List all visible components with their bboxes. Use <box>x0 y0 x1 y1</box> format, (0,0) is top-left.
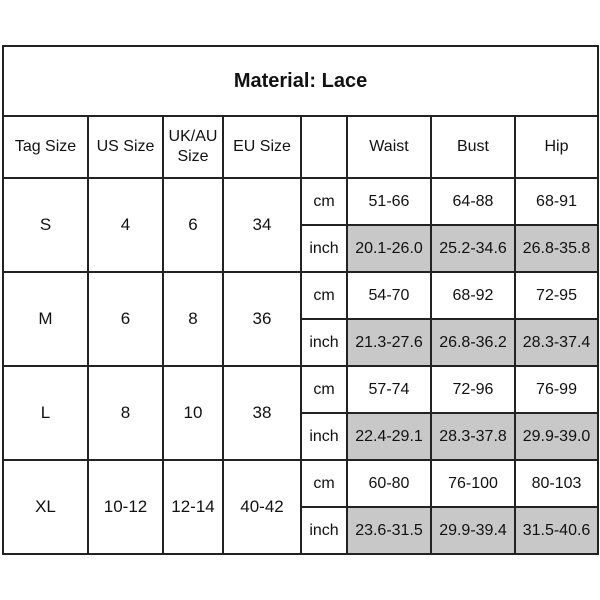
table-row <box>3 272 598 319</box>
hip-inch: 26.8-35.8 <box>515 225 598 272</box>
header-us-size: US Size <box>88 116 163 178</box>
eu-size-cell: 38 <box>223 366 301 460</box>
uk-size-cell: 10 <box>163 366 223 460</box>
us-size-cell: 4 <box>88 178 163 272</box>
unit-inch: inch <box>301 413 347 460</box>
waist-cm: 54-70 <box>347 272 431 319</box>
bust-cm: 68-92 <box>431 272 515 319</box>
eu-size-cell: 40-42 <box>223 460 301 554</box>
bust-cm: 64-88 <box>431 178 515 225</box>
unit-cm: cm <box>301 272 347 319</box>
eu-size-cell: 34 <box>223 178 301 272</box>
uk-size-cell: 12-14 <box>163 460 223 554</box>
uk-size-cell: 8 <box>163 272 223 366</box>
bust-inch: 29.9-39.4 <box>431 507 515 554</box>
hip-inch: 29.9-39.0 <box>515 413 598 460</box>
waist-inch: 20.1-26.0 <box>347 225 431 272</box>
bust-inch: 28.3-37.8 <box>431 413 515 460</box>
bust-cm: 76-100 <box>431 460 515 507</box>
header-tag-size: Tag Size <box>3 116 88 178</box>
header-hip: Hip <box>515 116 598 178</box>
table-row <box>3 460 598 507</box>
waist-inch: 22.4-29.1 <box>347 413 431 460</box>
hip-cm: 80-103 <box>515 460 598 507</box>
header-eu-size: EU Size <box>223 116 301 178</box>
unit-inch: inch <box>301 225 347 272</box>
table-row <box>3 366 598 413</box>
waist-cm: 51-66 <box>347 178 431 225</box>
bust-inch: 25.2-34.6 <box>431 225 515 272</box>
hip-inch: 31.5-40.6 <box>515 507 598 554</box>
unit-inch: inch <box>301 507 347 554</box>
waist-cm: 60-80 <box>347 460 431 507</box>
tag-size-cell: XL <box>3 460 88 554</box>
us-size-cell: 8 <box>88 366 163 460</box>
waist-inch: 23.6-31.5 <box>347 507 431 554</box>
size-chart-table <box>2 45 599 555</box>
table-row <box>3 178 598 225</box>
hip-cm: 68-91 <box>515 178 598 225</box>
header-uk-au-size: UK/AU Size <box>163 116 223 178</box>
unit-cm: cm <box>301 178 347 225</box>
waist-inch: 21.3-27.6 <box>347 319 431 366</box>
tag-size-cell: S <box>3 178 88 272</box>
waist-cm: 57-74 <box>347 366 431 413</box>
header-waist: Waist <box>347 116 431 178</box>
header-bust: Bust <box>431 116 515 178</box>
uk-size-cell: 6 <box>163 178 223 272</box>
hip-cm: 72-95 <box>515 272 598 319</box>
material-title: Material: Lace <box>3 46 598 116</box>
us-size-cell: 10-12 <box>88 460 163 554</box>
hip-cm: 76-99 <box>515 366 598 413</box>
eu-size-cell: 36 <box>223 272 301 366</box>
tag-size-cell: M <box>3 272 88 366</box>
hip-inch: 28.3-37.4 <box>515 319 598 366</box>
unit-cm: cm <box>301 366 347 413</box>
unit-cm: cm <box>301 460 347 507</box>
us-size-cell: 6 <box>88 272 163 366</box>
bust-inch: 26.8-36.2 <box>431 319 515 366</box>
unit-inch: inch <box>301 319 347 366</box>
header-unit <box>301 116 347 178</box>
bust-cm: 72-96 <box>431 366 515 413</box>
tag-size-cell: L <box>3 366 88 460</box>
